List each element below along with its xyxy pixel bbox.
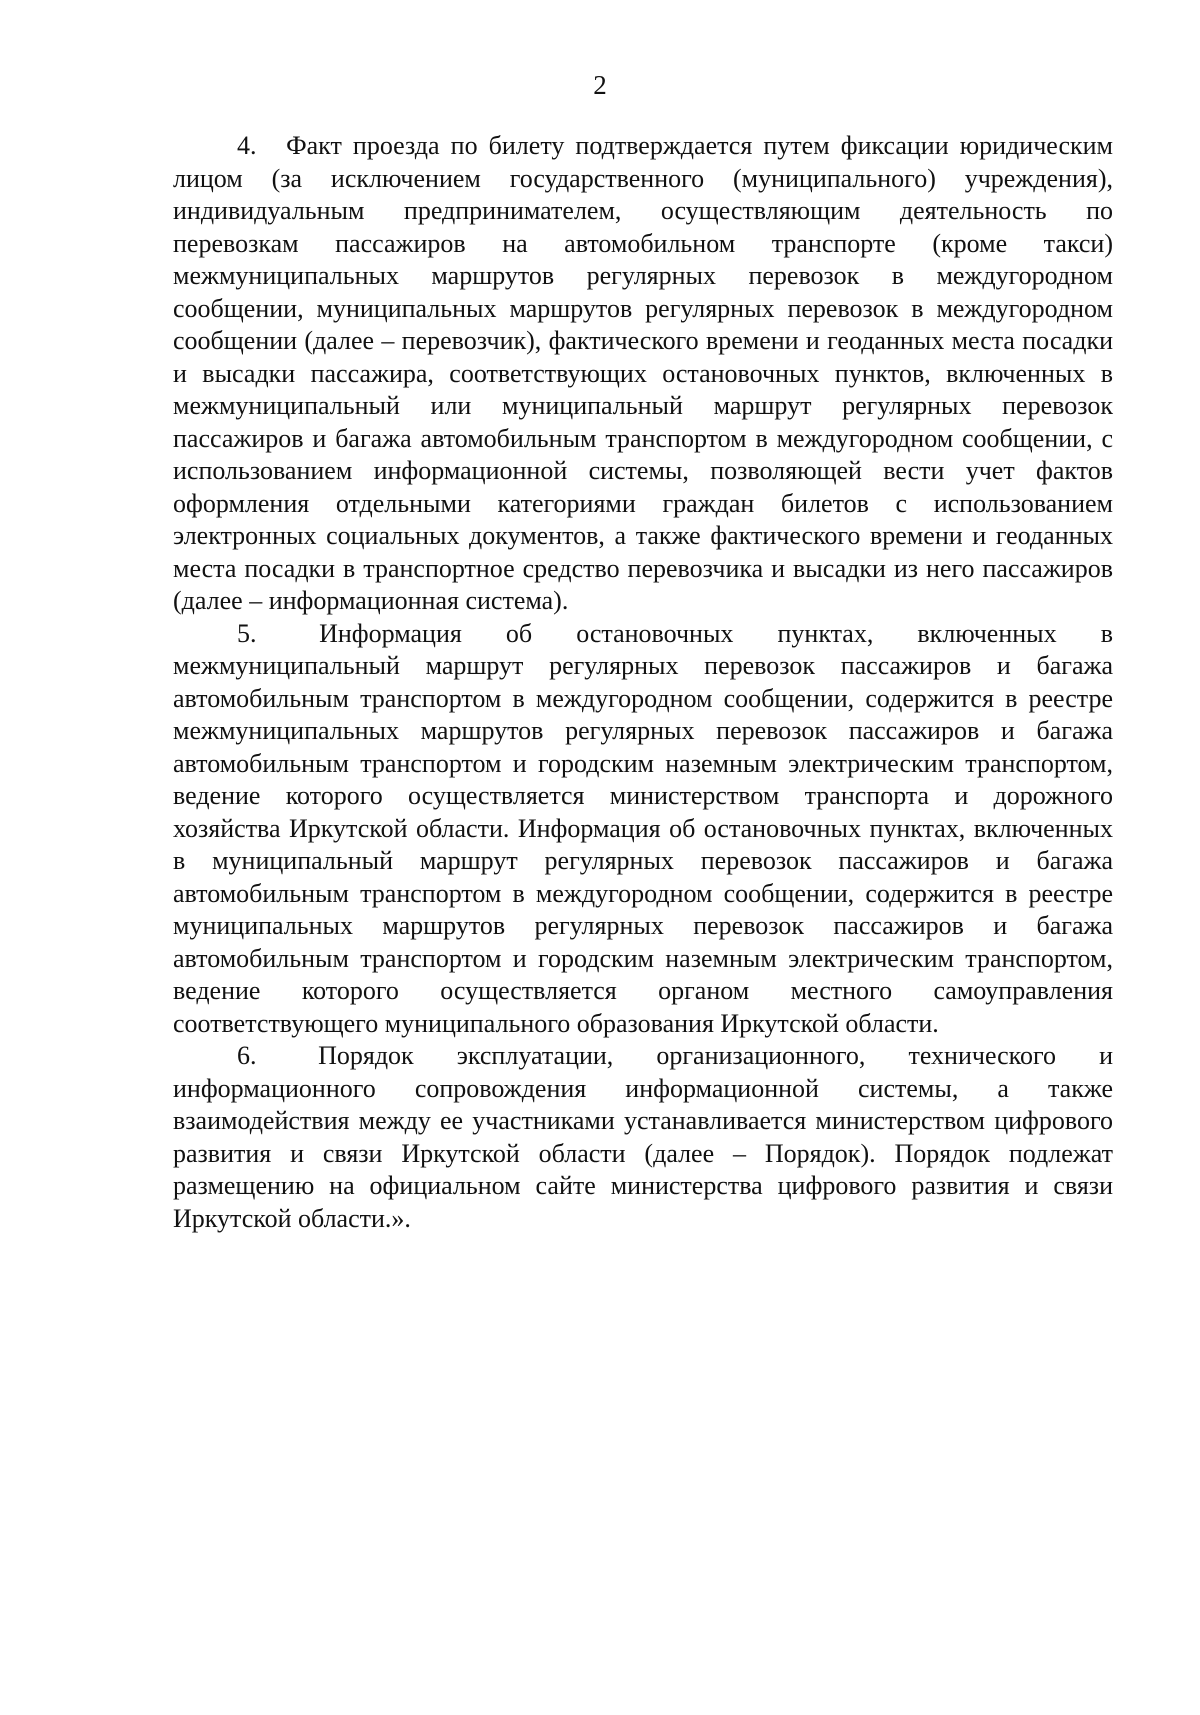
paragraph-6 xyxy=(173,1040,1113,1235)
paragraph-number: 6. xyxy=(237,1041,257,1070)
paragraph-5 xyxy=(173,618,1113,1041)
paragraph-number: 4. xyxy=(237,131,257,160)
paragraph-text: Факт проезда по билету подтверждается путем фиксации юридическим лицом (за исключением государственного (муниципального) учреждения), индивидуальным предпринимателем, осуществляющим деятельность по перевозкам пассажиров на автомобильном транспорте (кроме такси) межмуниципальных маршрутов регулярных перевозок в междугородном сообщении, муниципальных маршрутов регулярных перевозок в междугородном сообщении (далее – перевозчик), фактического времени и геоданных места посадки и высадки пассажира, соответствующих остановочных пунктов, включенных в межмуниципальный или муниципальный маршрут регулярных перевозок пассажиров и багажа автомобильным транспортом в междугородном сообщении, с использованием информационной системы, позволяющей вести учет фактов оформления отдельными категориями граждан билетов с использованием электронных социальных документов, а также фактического времени и геоданных места посадки в транспортное средство перевозчика и высадки из него пассажиров (далее – информационная система). xyxy=(173,131,1113,615)
paragraph-text: Порядок эксплуатации, организационного, технического и информационного сопровождения информационной системы, а также взаимодействия между ее участниками устанавливается министерством цифрового развития и связи Иркутской области (далее – Порядок). Порядок подлежат размещению на официальном сайте министерства цифрового развития и связи Иркутской области.». xyxy=(173,1041,1113,1233)
paragraph-4 xyxy=(173,130,1113,618)
document-body xyxy=(173,130,1113,1235)
paragraph-text: Информация об остановочных пунктах, включенных в межмуниципальный маршрут регулярных перевозок пассажиров и багажа автомобильным транспортом в междугородном сообщении, содержится в реестре межмуниципальных маршрутов регулярных перевозок пассажиров и багажа автомобильным транспортом и городским наземным электрическим транспортом, ведение которого осуществляется министерством транспорта и дорожного хозяйства Иркутской области. Информация об остановочных пунктах, включенных в муниципальный маршрут регулярных перевозок пассажиров и багажа автомобильным транспортом в междугородном сообщении, содержится в реестре муниципальных маршрутов регулярных перевозок пассажиров и багажа автомобильным транспортом и городским наземным электрическим транспортом, ведение которого осуществляется органом местного самоуправления соответствующего муниципального образования Иркутской области. xyxy=(173,618,1113,1038)
paragraph-number: 5. xyxy=(237,618,257,648)
page-number: 2 xyxy=(593,70,607,100)
